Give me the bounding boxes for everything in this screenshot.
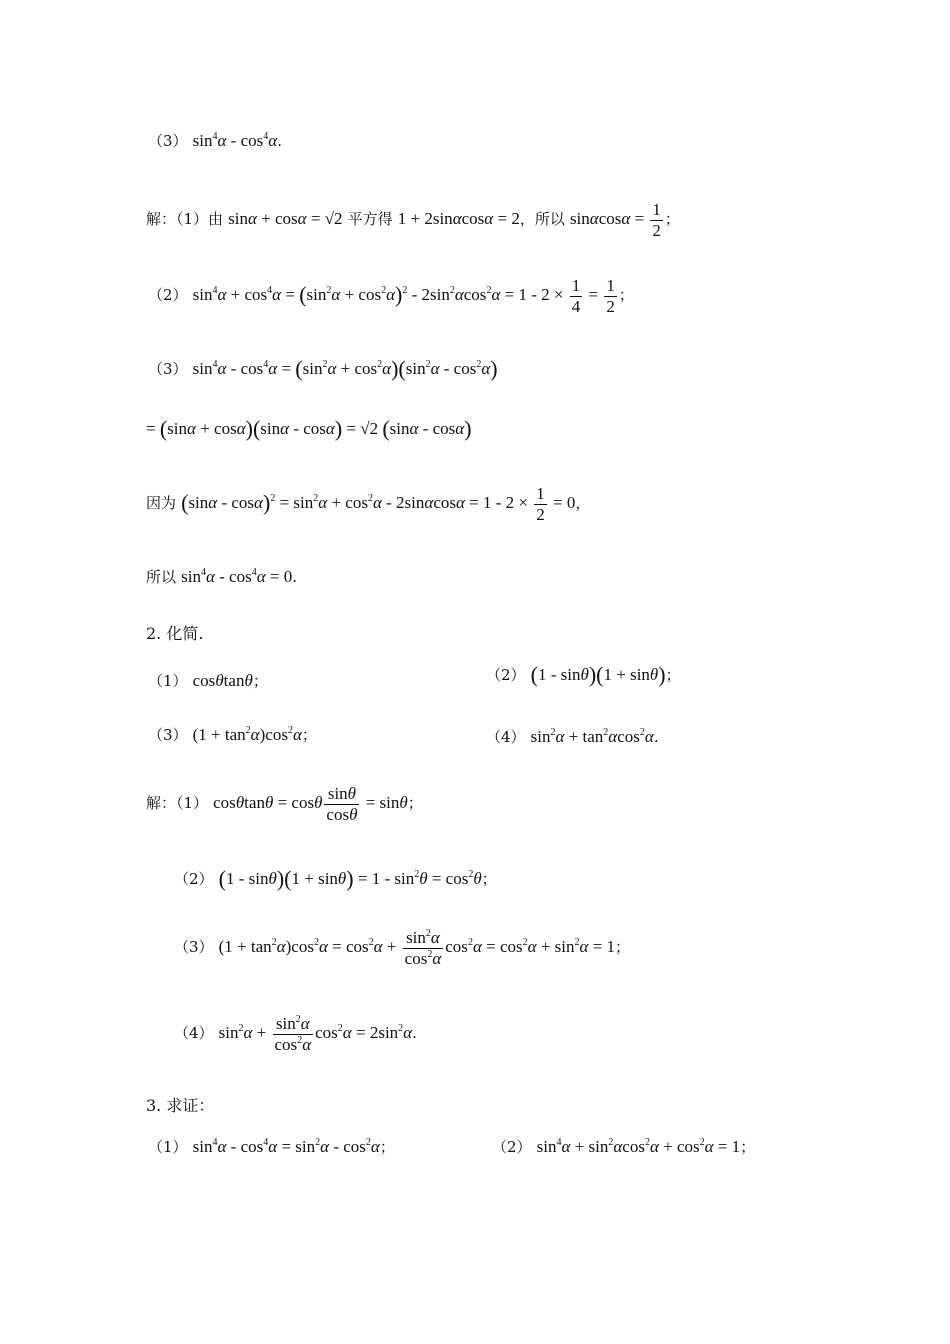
label: （3） [148,360,188,378]
solution1-part2: （2） $\sin^4\alpha + \cos^4\alpha = (\sin^2\alpha + \cos^2\alpha)^2 - 2\sin^2\alpha\cos^2\alpha = 1 - 2$ × $\frac{1}{4}$ = $\frac{1}{2}$ ； [148,276,634,316]
solution2-part4: （4） $\sin^2\alpha$ + $\frac{\sin^2\alpha}{\cos^2\alpha}$ $\cos^2\alpha = 2\sin^2\alpha$. [174,1014,417,1054]
therefore-line: 所以 $\sin^4\alpha - \cos^4\alpha = 0$. [146,567,298,586]
label: 解：（1）由 [146,209,224,228]
math-expression: sinα + cosα = √2 [228,208,343,228]
solution2-part1: 解：（1） cosθtanθ = cosθ $\frac{\sin\theta}{\cos\theta}$ = sinθ； [146,784,423,824]
math-expression: 1 + 2sinαcosα = 2 [397,208,520,228]
label: 因为 [146,493,177,512]
math-expression: $\sin^4\alpha - \cos^4\alpha = (\sin^2\alpha + \cos^2\alpha)(\sin^2\alpha - \cos^2\alpha)$ [192,356,498,381]
label: 解：（1） [146,793,209,812]
math-expression: $\sin^4\alpha - \cos^4\alpha$ [192,131,278,150]
math-expression: $\sin^2\alpha + \tan^2\alpha\cos^2\alpha$ [530,727,654,746]
question3-title: 3. 求证： [146,1096,215,1115]
question2-part1: （1） cosθtanθ； [148,671,268,690]
math-expression: $\sin^4\alpha + \sin^2\alpha\cos^2\alpha + \cos^2\alpha = 1$ [536,1137,741,1156]
question2-title: 2. 化简. [146,624,204,643]
solution1-part3 [148,358,498,380]
problem1-part3: （3） $\sin^4\alpha - \cos^4\alpha$. [148,131,282,150]
math-expression: cosθtanθ = cosθ $\frac{\sin\theta}{\cos\theta}$ = sinθ [213,784,408,824]
solution1-part3-cont [146,418,472,440]
math-expression: = (sinα + cosα)(sinα - cosα) = √2 (sinα - cosα) [146,416,472,441]
math-expression: $\sin^4\alpha - \cos^4\alpha = \sin^2\alpha - \cos^2\alpha$ [192,1137,380,1156]
question3-part2: （2） $\sin^4\alpha + \sin^2\alpha\cos^2\alpha + \cos^2\alpha = 1$； [492,1137,756,1156]
label: （3） [148,132,188,150]
math-expression: $(1 + \tan^2\alpha)\cos^2\alpha = \cos^2\alpha$ + $\frac{\sin^2\alpha}{\cos^2\alpha}$ $\cos^2\alpha = \cos^2\alpha + \sin^2\alpha = 1$ [218,928,616,968]
question2-part3: （3） $(1 + \tan^2\alpha)\cos^2\alpha$； [148,725,317,744]
math-expression: $\sin^4\alpha + \cos^4\alpha = (\sin^2\alpha + \cos^2\alpha)^2 - 2\sin^2\alpha\cos^2\alpha = 1 - 2$ × $\frac{1}{4}$ = $\frac{1}{2}$ [192,276,615,316]
solution2-part3: （3） $(1 + \tan^2\alpha)\cos^2\alpha = \cos^2\alpha$ + $\frac{\sin^2\alpha}{\cos^2\alpha}$ $\cos^2\alpha = \cos^2\alpha + \sin^2\alpha = 1$； [174,928,631,968]
label: （2） [148,285,188,304]
math-expression: $\sin^4\alpha - \cos^4\alpha = 0$ [181,567,293,586]
solution1-part1: 解：（1）由 sinα + cosα = √2 平方得 1 + 2sinαcosα = 2，所以 sinαcosα = $\frac{1}{2}$ ； [146,200,680,240]
label: 所以 [146,568,177,586]
math-expression: $\sin^2\alpha$ + $\frac{\sin^2\alpha}{\cos^2\alpha}$ $\cos^2\alpha = 2\sin^2\alpha$ [218,1014,413,1054]
math-expression: $(1 + \tan^2\alpha)\cos^2\alpha$ [192,725,302,744]
math-expression: (1 - sinθ)(1 + sinθ) [530,662,666,687]
because-line: 因为 $(\sin\alpha - \cos\alpha)^2 = \sin^2\alpha + \cos^2\alpha - 2\sin\alpha\cos\alpha = 1 - 2$ × $\frac{1}{2}$ = 0， [146,484,591,524]
solution2-part2: （2） $(1 - \sin\theta)(1 + \sin\theta) = 1 - \sin^2\theta = \cos^2\theta$； [174,866,497,891]
question3-part1: （1） $\sin^4\alpha - \cos^4\alpha = \sin^2\alpha - \cos^2\alpha$； [148,1137,395,1156]
math-expression: cosθtanθ [192,671,253,690]
math-expression: sinαcosα = $\frac{1}{2}$ [569,200,661,240]
math-expression: $(1 - \sin\theta)(1 + \sin\theta) = 1 - \sin^2\theta = \cos^2\theta$ [218,866,482,891]
question2-part4: （4） $\sin^2\alpha + \tan^2\alpha\cos^2\alpha$. [486,727,659,746]
question2-part2: （2） (1 - sinθ)(1 + sinθ)； [486,662,681,687]
math-expression: $(\sin\alpha - \cos\alpha)^2 = \sin^2\alpha + \cos^2\alpha - 2\sin\alpha\cos\alpha = 1 - 2$ × $\frac{1}{2}$ = 0 [181,484,576,524]
